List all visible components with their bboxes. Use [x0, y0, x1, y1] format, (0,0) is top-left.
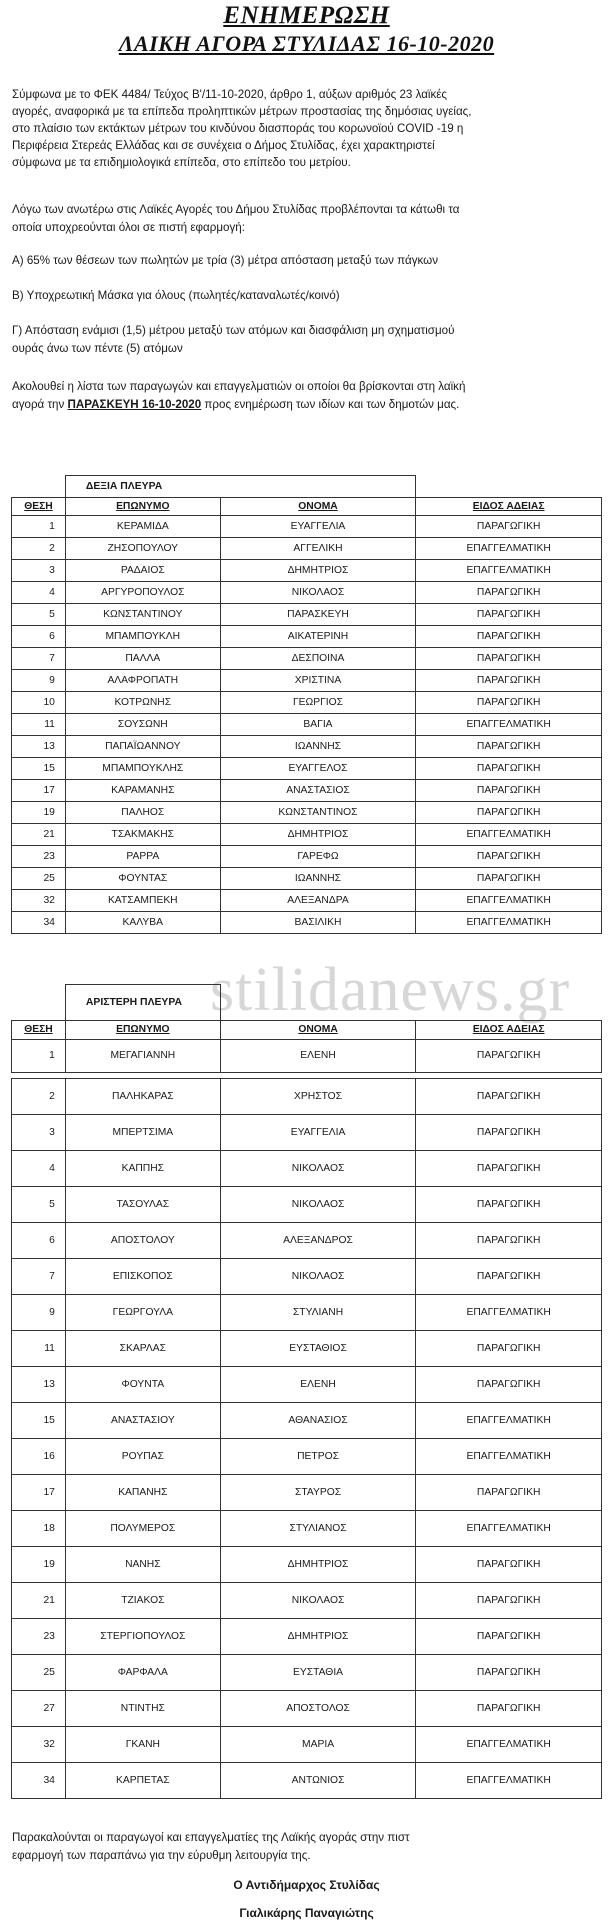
position-cell: 3 [12, 1114, 66, 1150]
name-cell: ΑΓΓΕΛΙΚΗ [220, 537, 416, 559]
table-row [12, 1510, 602, 1546]
column-header-license: ΕΙΔΟΣ ΑΔΕΙΑΣ [416, 497, 602, 515]
closing-line: Παρακαλούνται οι παραγωγοί και επαγγελματίες της Λαϊκής αγοράς στην πιστ [12, 1831, 410, 1844]
table-row [12, 1222, 602, 1258]
name-cell: ΣΤΑΥΡΟΣ [220, 1474, 416, 1510]
surname-cell: ΑΛΑΦΡΟΠΑΤΗ [65, 669, 220, 691]
position-cell: 15 [12, 757, 66, 779]
table-row [12, 1654, 602, 1690]
table-row [12, 1438, 602, 1474]
document-title: ΕΝΗΜΕΡΩΣΗ [223, 2, 390, 29]
position-cell: 2 [12, 537, 66, 559]
position-cell: 15 [12, 1402, 66, 1438]
position-cell: 25 [12, 867, 66, 889]
name-cell: ΓΕΩΡΓΙΟΣ [220, 691, 416, 713]
license-cell: ΠΑΡΑΓΩΓΙΚΗ [416, 1114, 602, 1150]
table-row [12, 1294, 602, 1330]
license-cell: ΠΑΡΑΓΩΓΙΚΗ [416, 845, 602, 867]
name-cell: ΙΩΑΝΝΗΣ [220, 867, 416, 889]
license-cell: ΕΠΑΓΓΕΛΜΑΤΙΚΗ [416, 1294, 602, 1330]
position-cell: 19 [12, 1546, 66, 1582]
license-cell: ΠΑΡΑΓΩΓΙΚΗ [416, 1078, 602, 1114]
name-cell: ΕΥΣΤΑΘΙΑ [220, 1654, 416, 1690]
name-cell: ΕΥΣΤΑΘΙΟΣ [220, 1330, 416, 1366]
intro-line: Σύμφωνα με το ΦΕΚ 4484/ Τεύχος Β'/11-10-2020, άρθρο 1, αύξων αριθμός 23 λαϊκές [12, 88, 448, 101]
position-cell: 21 [12, 823, 66, 845]
position-cell: 13 [12, 735, 66, 757]
license-cell: ΠΑΡΑΓΩΓΙΚΗ [416, 669, 602, 691]
surname-cell: ΑΝΑΣΤΑΣΙΟΥ [65, 1402, 220, 1438]
table-row [12, 867, 602, 889]
intro-line: αγορές, αναφορικά με τα επίπεδα προληπτικών μέτρων προστασίας της δημόσιας υγείας, [12, 105, 472, 118]
table-row [12, 603, 602, 625]
surname-cell: ΣΤΕΡΓΙΟΠΟΥΛΟΣ [65, 1618, 220, 1654]
position-cell: 1 [12, 1039, 66, 1072]
license-cell: ΠΑΡΑΓΩΓΙΚΗ [416, 1039, 602, 1072]
surname-cell: ΦΑΡΦΑΛΑ [65, 1654, 220, 1690]
column-header-name: ΟΝΟΜΑ [220, 1020, 416, 1039]
license-cell: ΠΑΡΑΓΩΓΙΚΗ [416, 867, 602, 889]
surname-cell: ΚΑΤΣΑΜΠΕΚΗ [65, 889, 220, 911]
measures-intro-line: Λόγω των ανωτέρω στις Λαϊκές Αγορές του Δήμου Στυλίδας προβλέπονται τα κάτωθι τα [12, 203, 460, 216]
name-cell: ΔΗΜΗΤΡΙΟΣ [220, 823, 416, 845]
name-cell: ΔΗΜΗΤΡΙΟΣ [220, 559, 416, 581]
surname-cell: ΚΟΤΡΩΝΗΣ [65, 691, 220, 713]
name-cell: ΑΠΟΣΤΟΛΟΣ [220, 1690, 416, 1726]
surname-cell: ΚΑΡΑΜΑΝΗΣ [65, 779, 220, 801]
license-cell: ΕΠΑΓΓΕΛΜΑΤΙΚΗ [416, 1726, 602, 1762]
surname-cell: ΝΑΝΗΣ [65, 1546, 220, 1582]
name-cell: ΔΗΜΗΤΡΙΟΣ [220, 1546, 416, 1582]
surname-cell: ΚΑΠΑΝΗΣ [65, 1474, 220, 1510]
position-cell: 17 [12, 779, 66, 801]
license-cell: ΠΑΡΑΓΩΓΙΚΗ [416, 1618, 602, 1654]
right-side-table [11, 475, 602, 934]
surname-cell: ΠΑΛΗΚΑΡΑΣ [65, 1078, 220, 1114]
position-cell: 11 [12, 1330, 66, 1366]
name-cell: ΣΤΥΛΙΑΝΗ [220, 1294, 416, 1330]
license-cell: ΠΑΡΑΓΩΓΙΚΗ [416, 1546, 602, 1582]
license-cell: ΕΠΑΓΓΕΛΜΑΤΙΚΗ [416, 1510, 602, 1546]
position-cell: 9 [12, 1294, 66, 1330]
table-row [12, 669, 602, 691]
position-cell: 3 [12, 559, 66, 581]
surname-cell: ΑΠΟΣΤΟΛΟΥ [65, 1222, 220, 1258]
surname-cell: ΜΠΕΡΤΣΙΜΑ [65, 1114, 220, 1150]
name-cell: ΝΙΚΟΛΑΟΣ [220, 1186, 416, 1222]
position-cell: 5 [12, 603, 66, 625]
surname-cell: ΝΤΙΝΤΗΣ [65, 1690, 220, 1726]
table-row [12, 537, 602, 559]
surname-cell: ΜΠΑΜΠΟΥΚΛΗΣ [65, 757, 220, 779]
table-row [12, 1114, 602, 1150]
intro-line: στο πλαίσιο των εκτάκτων μέτρων του κινδύνου διασποράς του κορωνοϊού COVID -19 η [12, 122, 464, 135]
position-cell: 1 [12, 515, 66, 537]
position-cell: 6 [12, 1222, 66, 1258]
surname-cell: ΣΟΥΣΩΝΗ [65, 713, 220, 735]
name-cell: ΔΕΣΠΟΙΝΑ [220, 647, 416, 669]
license-cell: ΠΑΡΑΓΩΓΙΚΗ [416, 603, 602, 625]
surname-cell: ΓΕΩΡΓΟΥΛΑ [65, 1294, 220, 1330]
table-row [12, 823, 602, 845]
license-cell: ΠΑΡΑΓΩΓΙΚΗ [416, 1330, 602, 1366]
position-cell: 5 [12, 1186, 66, 1222]
measure-c: Γ) Απόσταση ενάμισι (1,5) μέτρου μεταξύ των ατόμων και διασφάλιση μη σχηματισμού [12, 324, 455, 337]
surname-cell: ΕΠΙΣΚΟΠΟΣ [65, 1258, 220, 1294]
surname-cell: ΤΑΣΟΥΛΑΣ [65, 1186, 220, 1222]
measure-b: Β) Υποχρεωτική Μάσκα για όλους (πωλητές/καταναλωτές/κοινό) [12, 289, 340, 302]
table-row [12, 735, 602, 757]
license-cell: ΕΠΑΓΓΕΛΜΑΤΙΚΗ [416, 537, 602, 559]
surname-cell: ΓΚΑΝΗ [65, 1726, 220, 1762]
table-row [12, 911, 602, 933]
license-cell: ΠΑΡΑΓΩΓΙΚΗ [416, 581, 602, 603]
table-row [12, 647, 602, 669]
list-intro-text: προς ενημέρωση των ιδίων και των δημοτών μας. [201, 398, 460, 411]
name-cell: ΙΩΑΝΝΗΣ [220, 735, 416, 757]
column-header-surname: ΕΠΩΝΥΜΟ [65, 1020, 220, 1039]
license-cell: ΠΑΡΑΓΩΓΙΚΗ [416, 757, 602, 779]
surname-cell: ΦΟΥΝΤΑΣ [65, 867, 220, 889]
surname-cell: ΚΑΛΥΒΑ [65, 911, 220, 933]
column-header-license: ΕΙΔΟΣ ΑΔΕΙΑΣ [416, 1020, 602, 1039]
name-cell: ΠΑΡΑΣΚΕΥΗ [220, 603, 416, 625]
watermark: stilidanews.gr [210, 956, 571, 1024]
position-cell: 17 [12, 1474, 66, 1510]
position-cell: 9 [12, 669, 66, 691]
table-row [12, 1546, 602, 1582]
measure-c-cont: ουράς άνω των πέντε (5) ατόμων [12, 342, 183, 355]
position-cell: 25 [12, 1654, 66, 1690]
license-cell: ΠΑΡΑΓΩΓΙΚΗ [416, 1186, 602, 1222]
license-cell: ΠΑΡΑΓΩΓΙΚΗ [416, 801, 602, 823]
table-row [12, 1186, 602, 1222]
license-cell: ΠΑΡΑΓΩΓΙΚΗ [416, 515, 602, 537]
name-cell: ΝΙΚΟΛΑΟΣ [220, 1258, 416, 1294]
column-header-position: ΘΕΣΗ [12, 497, 66, 515]
name-cell: ΒΑΣΙΛΙΚΗ [220, 911, 416, 933]
position-cell: 34 [12, 911, 66, 933]
position-cell: 7 [12, 647, 66, 669]
license-cell: ΕΠΑΓΓΕΛΜΑΤΙΚΗ [416, 1762, 602, 1798]
license-cell: ΠΑΡΑΓΩΓΙΚΗ [416, 625, 602, 647]
table-row [12, 1690, 602, 1726]
name-cell: ΑΙΚΑΤΕΡΙΝΗ [220, 625, 416, 647]
table-row [12, 845, 602, 867]
license-cell: ΠΑΡΑΓΩΓΙΚΗ [416, 1474, 602, 1510]
intro-line: Περιφέρεια Στερεάς Ελλάδας και σε συνέχεια ο Δήμος Στυλίδας, έχει χαρακτηριστεί [12, 139, 435, 152]
position-cell: 18 [12, 1510, 66, 1546]
surname-cell: ΠΟΛΥΜΕΡΟΣ [65, 1510, 220, 1546]
column-header-position: ΘΕΣΗ [12, 1020, 66, 1039]
surname-cell: ΦΟΥΝΤΑ [65, 1366, 220, 1402]
surname-cell: ΡΑΔΑΙΟΣ [65, 559, 220, 581]
measure-a: Α) 65% των θέσεων των πωλητών με τρία (3) μέτρα απόσταση μεταξύ των πάγκων [12, 254, 438, 267]
name-cell: ΔΗΜΗΤΡΙΟΣ [220, 1618, 416, 1654]
closing-line: εφαρμογή των παραπάνω για την εύρυθμη λειτουργία της. [12, 1849, 311, 1862]
license-cell: ΠΑΡΑΓΩΓΙΚΗ [416, 1150, 602, 1186]
name-cell: ΝΙΚΟΛΑΟΣ [220, 1582, 416, 1618]
license-cell: ΠΑΡΑΓΩΓΙΚΗ [416, 691, 602, 713]
license-cell: ΠΑΡΑΓΩΓΙΚΗ [416, 1222, 602, 1258]
table-row [12, 1039, 602, 1072]
table-row [12, 779, 602, 801]
position-cell: 23 [12, 845, 66, 867]
license-cell: ΠΑΡΑΓΩΓΙΚΗ [416, 779, 602, 801]
name-cell: ΝΙΚΟΛΑΟΣ [220, 581, 416, 603]
surname-cell: ΜΕΓΑΓΙΑΝΝΗ [65, 1039, 220, 1072]
position-cell: 16 [12, 1438, 66, 1474]
surname-cell: ΑΡΓΥΡΟΠΟΥΛΟΣ [65, 581, 220, 603]
position-cell: 4 [12, 581, 66, 603]
column-header-name: ΟΝΟΜΑ [220, 497, 416, 515]
surname-cell: ΤΖΙΑΚΟΣ [65, 1582, 220, 1618]
position-cell: 10 [12, 691, 66, 713]
name-cell: ΧΡΙΣΤΙΝΑ [220, 669, 416, 691]
table-row [12, 1582, 602, 1618]
name-cell: ΕΛΕΝΗ [220, 1039, 416, 1072]
table-row [12, 1762, 602, 1798]
list-intro-text: αγορά την [12, 398, 68, 411]
name-cell: ΕΥΑΓΓΕΛΟΣ [220, 757, 416, 779]
license-cell: ΠΑΡΑΓΩΓΙΚΗ [416, 1690, 602, 1726]
position-cell: 34 [12, 1762, 66, 1798]
position-cell: 4 [12, 1150, 66, 1186]
license-cell: ΠΑΡΑΓΩΓΙΚΗ [416, 735, 602, 757]
name-cell: ΠΕΤΡΟΣ [220, 1438, 416, 1474]
surname-cell: ΡΑΡΡΑ [65, 845, 220, 867]
measures-intro-line: οποία υποχρεούνται όλοι σε πιστή εφαρμογή: [12, 221, 245, 234]
name-cell: ΓΑΡΕΦΩ [220, 845, 416, 867]
surname-cell: ΠΑΛΛΑ [65, 647, 220, 669]
table-row [12, 691, 602, 713]
surname-cell: ΚΕΡΑΜΙΔΑ [65, 515, 220, 537]
table-row [12, 1150, 602, 1186]
surname-cell: ΤΣΑΚΜΑΚΗΣ [65, 823, 220, 845]
name-cell: ΧΡΗΣΤΟΣ [220, 1078, 416, 1114]
name-cell: ΕΛΕΝΗ [220, 1366, 416, 1402]
table-row [12, 1330, 602, 1366]
name-cell: ΒΑΓΙΑ [220, 713, 416, 735]
intro-line: σύμφωνα με τα επιδημιολογικά επίπεδα, στο επίπεδο του μετρίου. [12, 156, 351, 169]
table-row [12, 1474, 602, 1510]
position-cell: 7 [12, 1258, 66, 1294]
license-cell: ΠΑΡΑΓΩΓΙΚΗ [416, 1258, 602, 1294]
name-cell: ΕΥΑΓΓΕΛΙΑ [220, 515, 416, 537]
signature-name: Γιαλικάρης Παναγιώτης [239, 1906, 374, 1920]
market-date: ΠΑΡΑΣΚΕΥΗ 16-10-2020 [67, 398, 202, 411]
table-row [12, 1078, 602, 1114]
surname-cell: ΜΠΑΜΠΟΥΚΛΗ [65, 625, 220, 647]
surname-cell: ΚΑΡΠΕΤΑΣ [65, 1762, 220, 1798]
table-row [12, 559, 602, 581]
table-row [12, 1366, 602, 1402]
table-row [12, 713, 602, 735]
table-row [12, 515, 602, 537]
table-row [12, 1402, 602, 1438]
position-cell: 32 [12, 1726, 66, 1762]
name-cell: ΑΝΤΩΝΙΟΣ [220, 1762, 416, 1798]
table-row [12, 581, 602, 603]
surname-cell: ΠΑΛΗΟΣ [65, 801, 220, 823]
name-cell: ΑΛΕΞΑΝΔΡΟΣ [220, 1222, 416, 1258]
table-row [12, 1726, 602, 1762]
position-cell: 11 [12, 713, 66, 735]
name-cell: ΣΤΥΛΙΑΝΟΣ [220, 1510, 416, 1546]
table-row [12, 625, 602, 647]
surname-cell: ΠΑΠΑΪΩΑΝΝΟΥ [65, 735, 220, 757]
license-cell: ΠΑΡΑΓΩΓΙΚΗ [416, 1366, 602, 1402]
left-side-table [11, 984, 602, 1799]
position-cell: 32 [12, 889, 66, 911]
position-cell: 13 [12, 1366, 66, 1402]
table-row [12, 889, 602, 911]
name-cell: ΝΙΚΟΛΑΟΣ [220, 1150, 416, 1186]
license-cell: ΕΠΑΓΓΕΛΜΑΤΙΚΗ [416, 911, 602, 933]
table-row [12, 801, 602, 823]
surname-cell: ΚΩΝΣΤΑΝΤΙΝΟΥ [65, 603, 220, 625]
license-cell: ΕΠΑΓΓΕΛΜΑΤΙΚΗ [416, 559, 602, 581]
name-cell: ΚΩΝΣΤΑΝΤΙΝΟΣ [220, 801, 416, 823]
table-row [12, 757, 602, 779]
name-cell: ΜΑΡΙΑ [220, 1726, 416, 1762]
license-cell: ΠΑΡΑΓΩΓΙΚΗ [416, 1582, 602, 1618]
position-cell: 23 [12, 1618, 66, 1654]
table-row [12, 1258, 602, 1294]
surname-cell: ΣΚΑΡΛΑΣ [65, 1330, 220, 1366]
name-cell: ΕΥΑΓΓΕΛΙΑ [220, 1114, 416, 1150]
license-cell: ΕΠΑΓΓΕΛΜΑΤΙΚΗ [416, 823, 602, 845]
license-cell: ΠΑΡΑΓΩΓΙΚΗ [416, 1654, 602, 1690]
surname-cell: ΡΟΥΠΑΣ [65, 1438, 220, 1474]
document-subtitle: ΛΑΙΚΗ ΑΓΟΡΑ ΣΤΥΛΙΔΑΣ 16-10-2020 [118, 31, 495, 56]
list-intro-line: Ακολουθεί η λίστα των παραγωγών και επαγγελματιών οι οποίοι θα βρίσκονται στη λαϊκή [12, 380, 466, 393]
license-cell: ΕΠΑΓΓΕΛΜΑΤΙΚΗ [416, 1402, 602, 1438]
license-cell: ΕΠΑΓΓΕΛΜΑΤΙΚΗ [416, 889, 602, 911]
signature-role: Ο Αντιδήμαρχος Στυλίδας [233, 1878, 380, 1892]
side-label: ΔΕΞΙΑ ΠΛΕΥΡΑ [65, 476, 415, 498]
name-cell: ΑΛΕΞΑΝΔΡΑ [220, 889, 416, 911]
column-header-surname: ΕΠΩΝΥΜΟ [65, 497, 220, 515]
name-cell: ΑΘΑΝΑΣΙΟΣ [220, 1402, 416, 1438]
surname-cell: ΚΑΠΠΗΣ [65, 1150, 220, 1186]
license-cell: ΕΠΑΓΓΕΛΜΑΤΙΚΗ [416, 713, 602, 735]
position-cell: 19 [12, 801, 66, 823]
name-cell: ΑΝΑΣΤΑΣΙΟΣ [220, 779, 416, 801]
side-label: ΑΡΙΣΤΕΡΗ ΠΛΕΥΡΑ [65, 985, 220, 1021]
position-cell: 21 [12, 1582, 66, 1618]
license-cell: ΠΑΡΑΓΩΓΙΚΗ [416, 647, 602, 669]
list-intro-line [12, 396, 459, 413]
license-cell: ΕΠΑΓΓΕΛΜΑΤΙΚΗ [416, 1438, 602, 1474]
position-cell: 6 [12, 625, 66, 647]
position-cell: 2 [12, 1078, 66, 1114]
table-row [12, 1618, 602, 1654]
position-cell: 27 [12, 1690, 66, 1726]
surname-cell: ΖΗΣΟΠΟΥΛΟΥ [65, 537, 220, 559]
